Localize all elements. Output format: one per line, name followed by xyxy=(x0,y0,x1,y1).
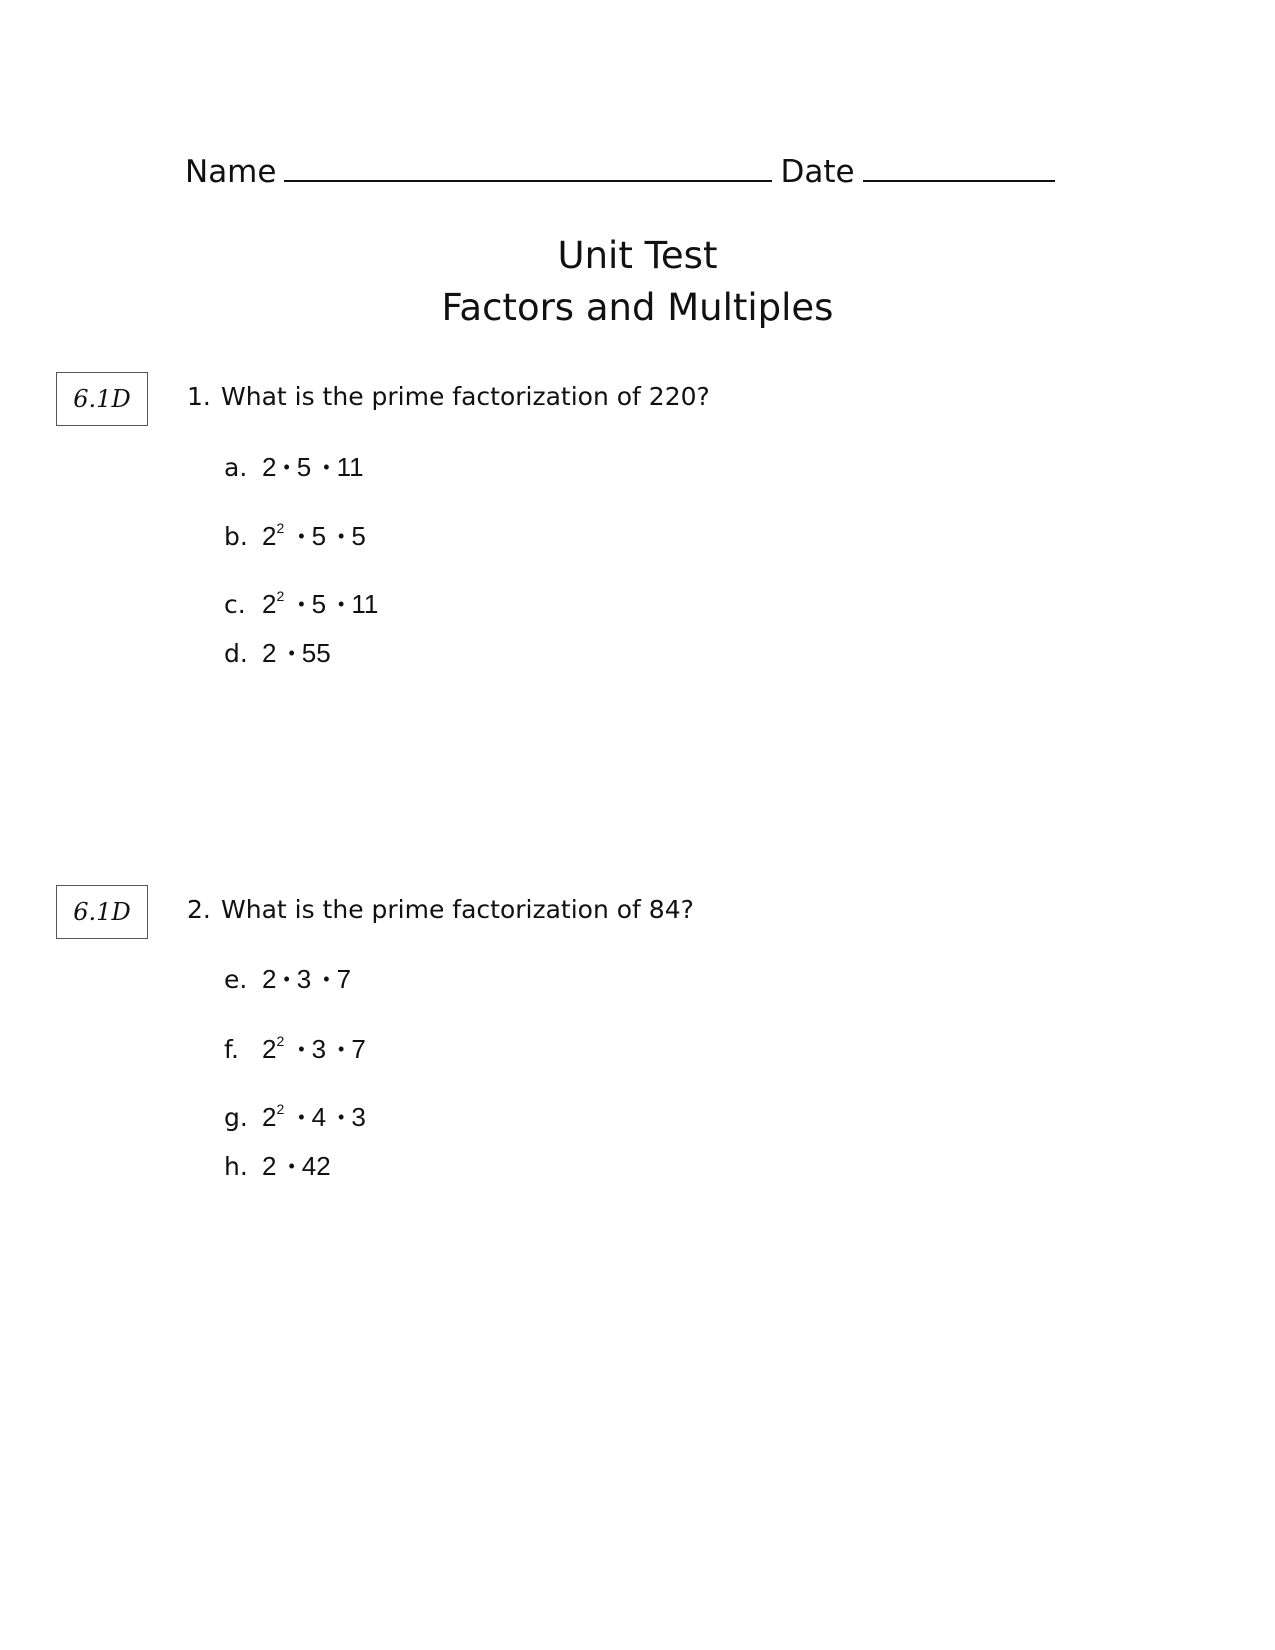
question-number: 1. xyxy=(187,382,211,411)
question-2 xyxy=(187,895,694,924)
choice-letter: e. xyxy=(224,965,248,994)
choice-e[interactable] xyxy=(224,964,351,995)
choice-expression: $2^2$ • 5 • 11 xyxy=(262,588,379,619)
choice-letter: g. xyxy=(224,1103,248,1132)
name-date-line xyxy=(185,150,1063,190)
choice-expression: $2^2$ • 3 • 7 xyxy=(262,1033,366,1064)
name-label: Name xyxy=(185,154,277,190)
standard-box-q1: 6.1D xyxy=(56,372,148,426)
choice-expression: 2 • 55 xyxy=(262,638,331,668)
page-subtitle: Factors and Multiples xyxy=(441,286,834,329)
choice-expression: 2 • 3 • 7 xyxy=(262,964,352,994)
question-text: What is the prime factorization of 84? xyxy=(221,895,694,924)
choice-g[interactable] xyxy=(224,1101,366,1133)
choice-d[interactable] xyxy=(224,638,331,669)
standard-box-q2: 6.1D xyxy=(56,885,148,939)
date-blank[interactable] xyxy=(863,150,1055,182)
choice-letter: c. xyxy=(224,590,246,619)
choice-f[interactable] xyxy=(224,1033,366,1065)
name-blank[interactable] xyxy=(284,150,772,182)
question-number: 2. xyxy=(187,895,211,924)
choice-letter: h. xyxy=(224,1152,248,1181)
choice-c[interactable] xyxy=(224,588,378,620)
question-text: What is the prime factorization of 220? xyxy=(221,382,710,411)
choice-letter: d. xyxy=(224,639,248,668)
choice-expression: $2^2$ • 5 • 5 xyxy=(262,520,366,551)
page-title: Unit Test xyxy=(557,234,718,277)
choice-letter: f. xyxy=(224,1035,239,1064)
choice-expression: 2 • 42 xyxy=(262,1151,331,1181)
choice-expression: $2^2$ • 4 • 3 xyxy=(262,1101,366,1132)
choice-a[interactable] xyxy=(224,452,364,483)
choice-expression: 2 • 5 • 11 xyxy=(262,452,364,482)
choice-letter: b. xyxy=(224,522,248,551)
choice-h[interactable] xyxy=(224,1151,331,1182)
question-1 xyxy=(187,382,710,411)
choice-b[interactable] xyxy=(224,520,366,552)
choice-letter: a. xyxy=(224,453,248,482)
date-label: Date xyxy=(780,154,855,190)
